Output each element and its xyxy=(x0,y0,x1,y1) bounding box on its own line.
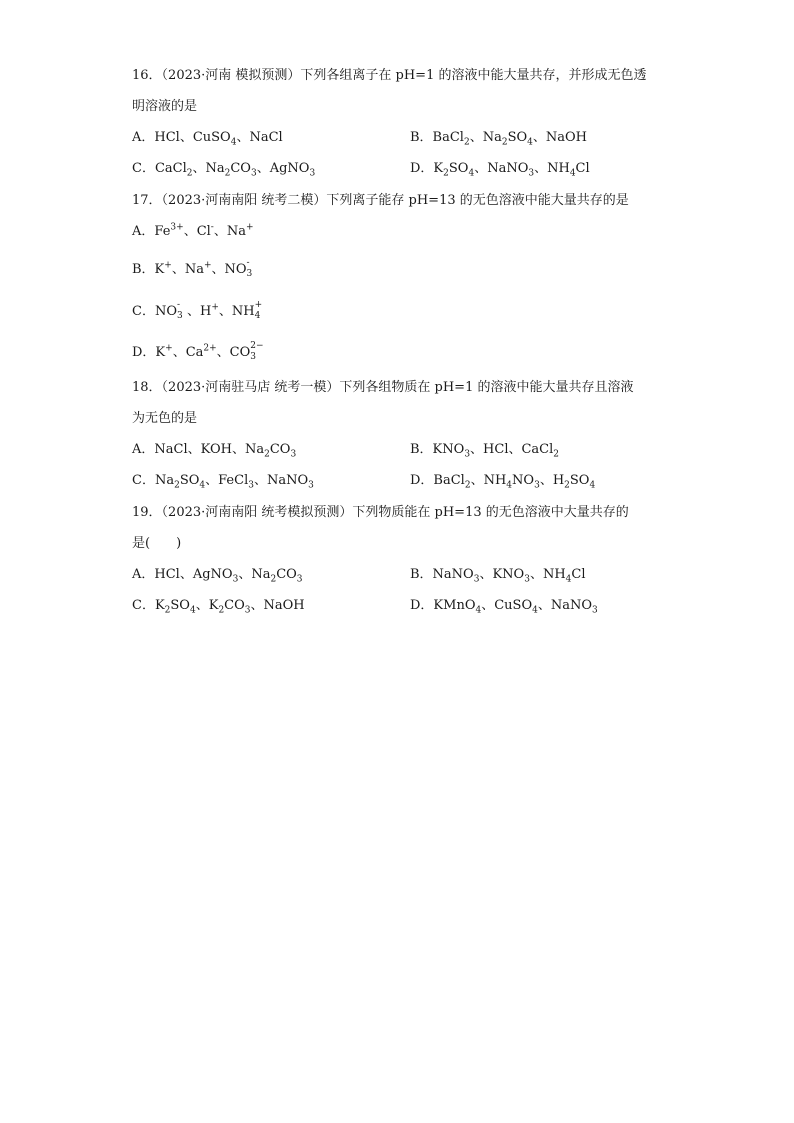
nitrate-charge-stack: - 3 xyxy=(176,300,183,321)
q17-option-b[interactable]: B．K+、Na+、NO - 3 xyxy=(132,259,257,279)
nitrate-charge-stack: - 3 xyxy=(246,258,253,279)
q19-option-c[interactable]: C．$K_2SO_4$、$K_2CO_3$、NaOH xyxy=(132,598,305,616)
q17-stem: 17．（2023·河南南阳 统考二模）下列离子能存 pH=13 的无色溶液中能大量共存的是 xyxy=(132,193,629,208)
q19-option-b[interactable]: B．NaNO$_3$、$KNO_3$、$NH_4Cl$ xyxy=(410,567,586,585)
q17-option-c[interactable]: C．NO - 3 、H+、NH + 4 xyxy=(132,301,265,321)
q18-stem-line2: 为无色的是 xyxy=(132,411,198,426)
ammonium-charge-stack: + 4 xyxy=(254,300,263,321)
q18-stem-line1: 18．（2023·河南驻马店 统考一模）下列各组物质在 pH=1 的溶液中能大量共存且溶液 xyxy=(132,380,634,395)
q16-option-c[interactable]: C．CaCl$_2$、$Na_2CO_3$、AgNO$_3$ xyxy=(132,161,316,179)
q19-option-d[interactable]: D．KMnO$_4$、CuSO$_4$、NaNO$_3$ xyxy=(410,598,598,616)
q17-option-a[interactable]: A．$Fe^{3+}$、Cl-、Na+ xyxy=(132,222,254,239)
q18-option-a[interactable]: A．NaCl、KOH、$Na_2CO_3$ xyxy=(132,442,297,460)
q18-option-d[interactable]: D．BaCl$_2$、$NH_4NO_3$、$H_2SO_4$ xyxy=(410,473,596,491)
q18-option-b[interactable]: B．$KNO_3$、HCl、CaCl$_2$ xyxy=(410,442,560,460)
q16-option-a[interactable]: A．HCl、CuSO$_4$、NaCl xyxy=(132,130,283,148)
q19-stem-line2: 是( ) xyxy=(132,536,182,551)
q19-option-a[interactable]: A．HCl、AgNO$_3$、$Na_2CO_3$ xyxy=(132,567,303,585)
q16-option-b[interactable]: B．BaCl$_2$、$Na_2SO_4$、NaOH xyxy=(410,130,588,148)
q18-option-c[interactable]: C．$Na_2SO_4$、FeCl$_3$、NaNO$_3$ xyxy=(132,473,314,491)
q17-option-d[interactable]: D．K+、$Ca^{2+}$、CO 2− 3 xyxy=(132,341,264,362)
q16-stem-line2: 明溶液的是 xyxy=(132,99,198,114)
q19-stem-line1: 19．（2023·河南南阳 统考模拟预测）下列物质能在 pH=13 的无色溶液中大量共存的 xyxy=(132,505,629,520)
q16-stem-line1: 16．（2023·河南 模拟预测）下列各组离子在 pH=1 的溶液中能大量共存，并形成无色透 xyxy=(132,68,647,83)
q16-option-d[interactable]: D．$K_2SO_4$、NaNO$_3$、$NH_4Cl$ xyxy=(410,161,590,179)
carbonate-charge-stack: 2− 3 xyxy=(250,341,264,362)
